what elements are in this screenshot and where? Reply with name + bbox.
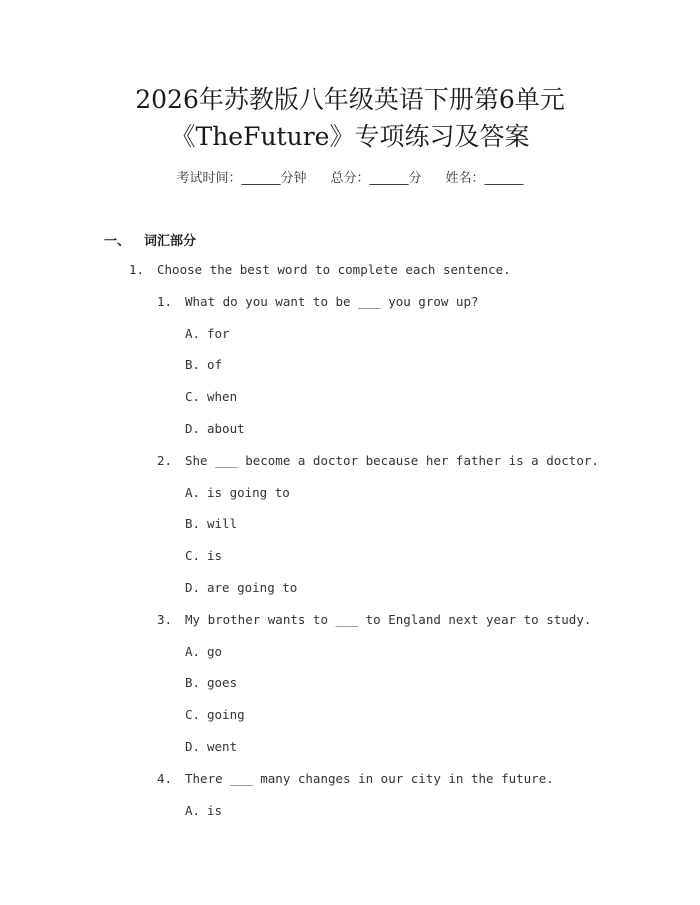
- question-item-text: She ___ become a doctor because her father is a doctor.: [185, 453, 599, 468]
- answer-option-number: D.: [185, 580, 201, 595]
- answer-option: [185, 516, 237, 532]
- answer-option: [185, 548, 222, 564]
- answer-option-number: D.: [185, 421, 201, 436]
- answer-option: [185, 580, 297, 596]
- exam-info-row: [0, 167, 700, 186]
- question-item: [157, 453, 599, 469]
- answer-option-number: B.: [185, 516, 201, 531]
- answer-option: [185, 707, 245, 723]
- answer-option: [185, 357, 222, 373]
- answer-option-number: C.: [185, 389, 201, 404]
- instruction-text: Choose the best word to complete each sentence.: [157, 262, 511, 277]
- answer-option-text: are going to: [207, 580, 298, 595]
- instruction-number: 1.: [129, 262, 145, 277]
- question-item-text: My brother wants to ___ to England next year to study.: [185, 612, 592, 627]
- answer-option-number: B.: [185, 357, 201, 372]
- answer-option-number: C.: [185, 548, 201, 563]
- question-item-text: There ___ many changes in our city in the future.: [185, 771, 554, 786]
- exam-time-field: 考试时间：______分钟: [176, 171, 307, 186]
- question-item-text: What do you want to be ___ you grow up?: [185, 294, 479, 309]
- answer-option-number: A.: [185, 326, 201, 341]
- answer-option: [185, 326, 230, 342]
- answer-option: [185, 644, 222, 660]
- answer-option-text: is going to: [207, 485, 290, 500]
- section-number: 一、: [104, 234, 131, 249]
- document-title-line1: 2026年苏教版八年级英语下册第6单元: [135, 85, 565, 114]
- document-title-line2: 《TheFuture》专项练习及答案: [170, 122, 530, 151]
- question-item-number: 1.: [157, 294, 173, 309]
- answer-option-text: of: [207, 357, 223, 372]
- answer-option-text: went: [207, 739, 238, 754]
- total-score-field: 总分：______分: [330, 171, 422, 186]
- answer-option-number: A.: [185, 803, 201, 818]
- answer-option-text: goes: [207, 675, 238, 690]
- answer-option: [185, 803, 222, 819]
- answer-option: [185, 485, 290, 501]
- answer-option-text: is: [207, 548, 223, 563]
- instruction: [129, 262, 511, 278]
- question-item: [157, 294, 479, 310]
- answer-option-text: for: [207, 326, 230, 341]
- answer-option-text: about: [207, 421, 245, 436]
- question-item: [157, 612, 591, 628]
- answer-option-text: when: [207, 389, 238, 404]
- answer-option-text: go: [207, 644, 223, 659]
- student-name-field: 姓名：______: [445, 171, 524, 186]
- answer-option-text: will: [207, 516, 238, 531]
- section-heading: [104, 230, 196, 249]
- answer-option-number: A.: [185, 485, 201, 500]
- question-item-number: 3.: [157, 612, 173, 627]
- answer-option-number: D.: [185, 739, 201, 754]
- question-item-number: 2.: [157, 453, 173, 468]
- answer-option-number: A.: [185, 644, 201, 659]
- answer-option: [185, 739, 237, 755]
- answer-option-text: going: [207, 707, 245, 722]
- answer-option: [185, 675, 237, 691]
- answer-option-number: C.: [185, 707, 201, 722]
- question-item-number: 4.: [157, 771, 173, 786]
- question-item: [157, 771, 554, 787]
- answer-option-number: B.: [185, 675, 201, 690]
- answer-option-text: is: [207, 803, 223, 818]
- answer-option: [185, 421, 245, 437]
- answer-option: [185, 389, 237, 405]
- section-title: 词汇部分: [144, 234, 197, 249]
